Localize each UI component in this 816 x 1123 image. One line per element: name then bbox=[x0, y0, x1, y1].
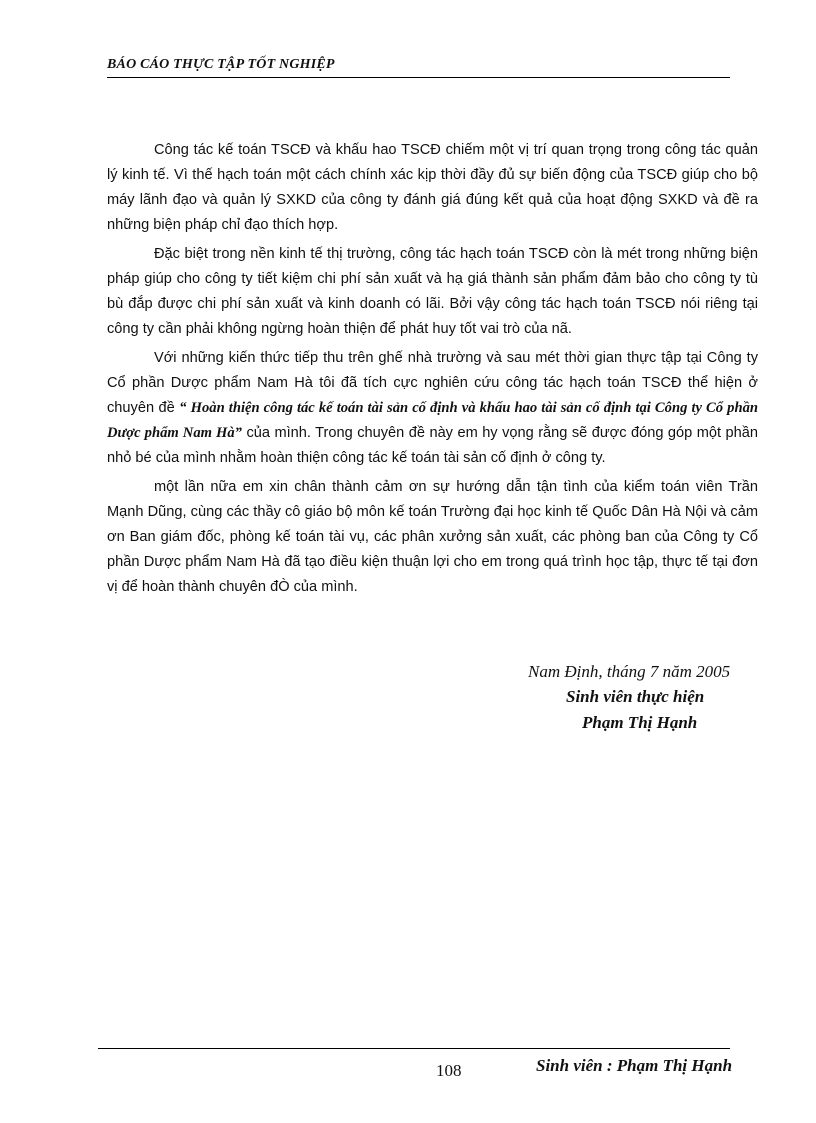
thesis-title: “ Hoàn thiện công tác kế toán tài sản cố định và khấu hao tài sản cố định tại Công ty Cổ phần Dược phẩm Nam Hà” bbox=[107, 400, 758, 441]
document-body bbox=[107, 138, 758, 604]
document-header-title: BÁO CÁO THỰC TẬP TỐT NGHIỆP bbox=[107, 57, 335, 72]
page-number: 108 bbox=[436, 1061, 462, 1080]
signature-block bbox=[520, 660, 770, 736]
paragraph-3 bbox=[107, 346, 758, 471]
header-divider bbox=[107, 77, 730, 78]
paragraph-2: Đặc biệt trong nền kinh tế thị trường, công tác hạch toán TSCĐ còn là mét trong những biện pháp giúp cho công ty tiết kiệm chi phí sản xuất và hạ giá thành sản phẩm đảm bảo cho công ty tù bù đắp được chi phí sản xuất và kinh doanh có lãi. Bởi vậy công tác hạch toán TSCĐ nói riêng tại công ty cần phải không ngừng hoàn thiện để phát huy tốt vai trò của nã. bbox=[107, 246, 758, 337]
paragraph-1: Công tác kế toán TSCĐ và khấu hao TSCĐ chiếm một vị trí quan trọng trong công tác quản lý kinh tế. Vì thế hạch toán một cách chính xác kịp thời đầy đủ sự biến động của TSCĐ giúp cho bộ máy lãnh đạo và quản lý SXKD của công ty đánh giá đúng kết quả của hoạt động SXKD và đề ra những biện pháp chỉ đạo thích hợp. bbox=[107, 142, 758, 233]
signature-name: Phạm Thị Hạnh bbox=[582, 713, 698, 732]
footer-student-name: Sinh viên : Phạm Thị Hạnh bbox=[536, 1056, 733, 1075]
signature-role: Sinh viên thực hiện bbox=[566, 687, 705, 706]
signature-date: Nam Định, tháng 7 năm 2005 bbox=[528, 662, 731, 681]
footer-divider bbox=[98, 1048, 730, 1049]
paragraph-3-intro: Với những kiến thức tiếp thu trên ghế nhà trường và sau mét thời gian thực tập tại Công ty Cổ phần Dược phẩm Nam Hà tôi đã tích cực nghiên cứu công tác hạch toán TSCĐ thể hiện ở chuyên đề bbox=[107, 350, 758, 416]
paragraph-3-outro: của mình. Trong chuyên đề này em hy vọng rằng sẽ được đóng góp một phần nhỏ bé của mình nhằm hoàn thiện công tác kế toán tài sản cố định ở công ty. bbox=[107, 425, 758, 466]
paragraph-4: một lần nữa em xin chân thành cảm ơn sự hướng dẫn tận tình của kiểm toán viên Trần Mạnh Dũng, cùng các thầy cô giáo bộ môn kế toán Trường đại học kinh tế Quốc Dân Hà Nội và cảm ơn Ban giám đốc, phòng kế toán tài vụ, các phân xưởng sản xuất, các phòng ban của Công ty Cổ phần Dược phẩm Nam Hà đã tạo điều kiện thuận lợi cho em trong quá trình học tập, thực tế tại đơn vị để hoàn thành chuyên đÒ của mình. bbox=[107, 479, 758, 595]
